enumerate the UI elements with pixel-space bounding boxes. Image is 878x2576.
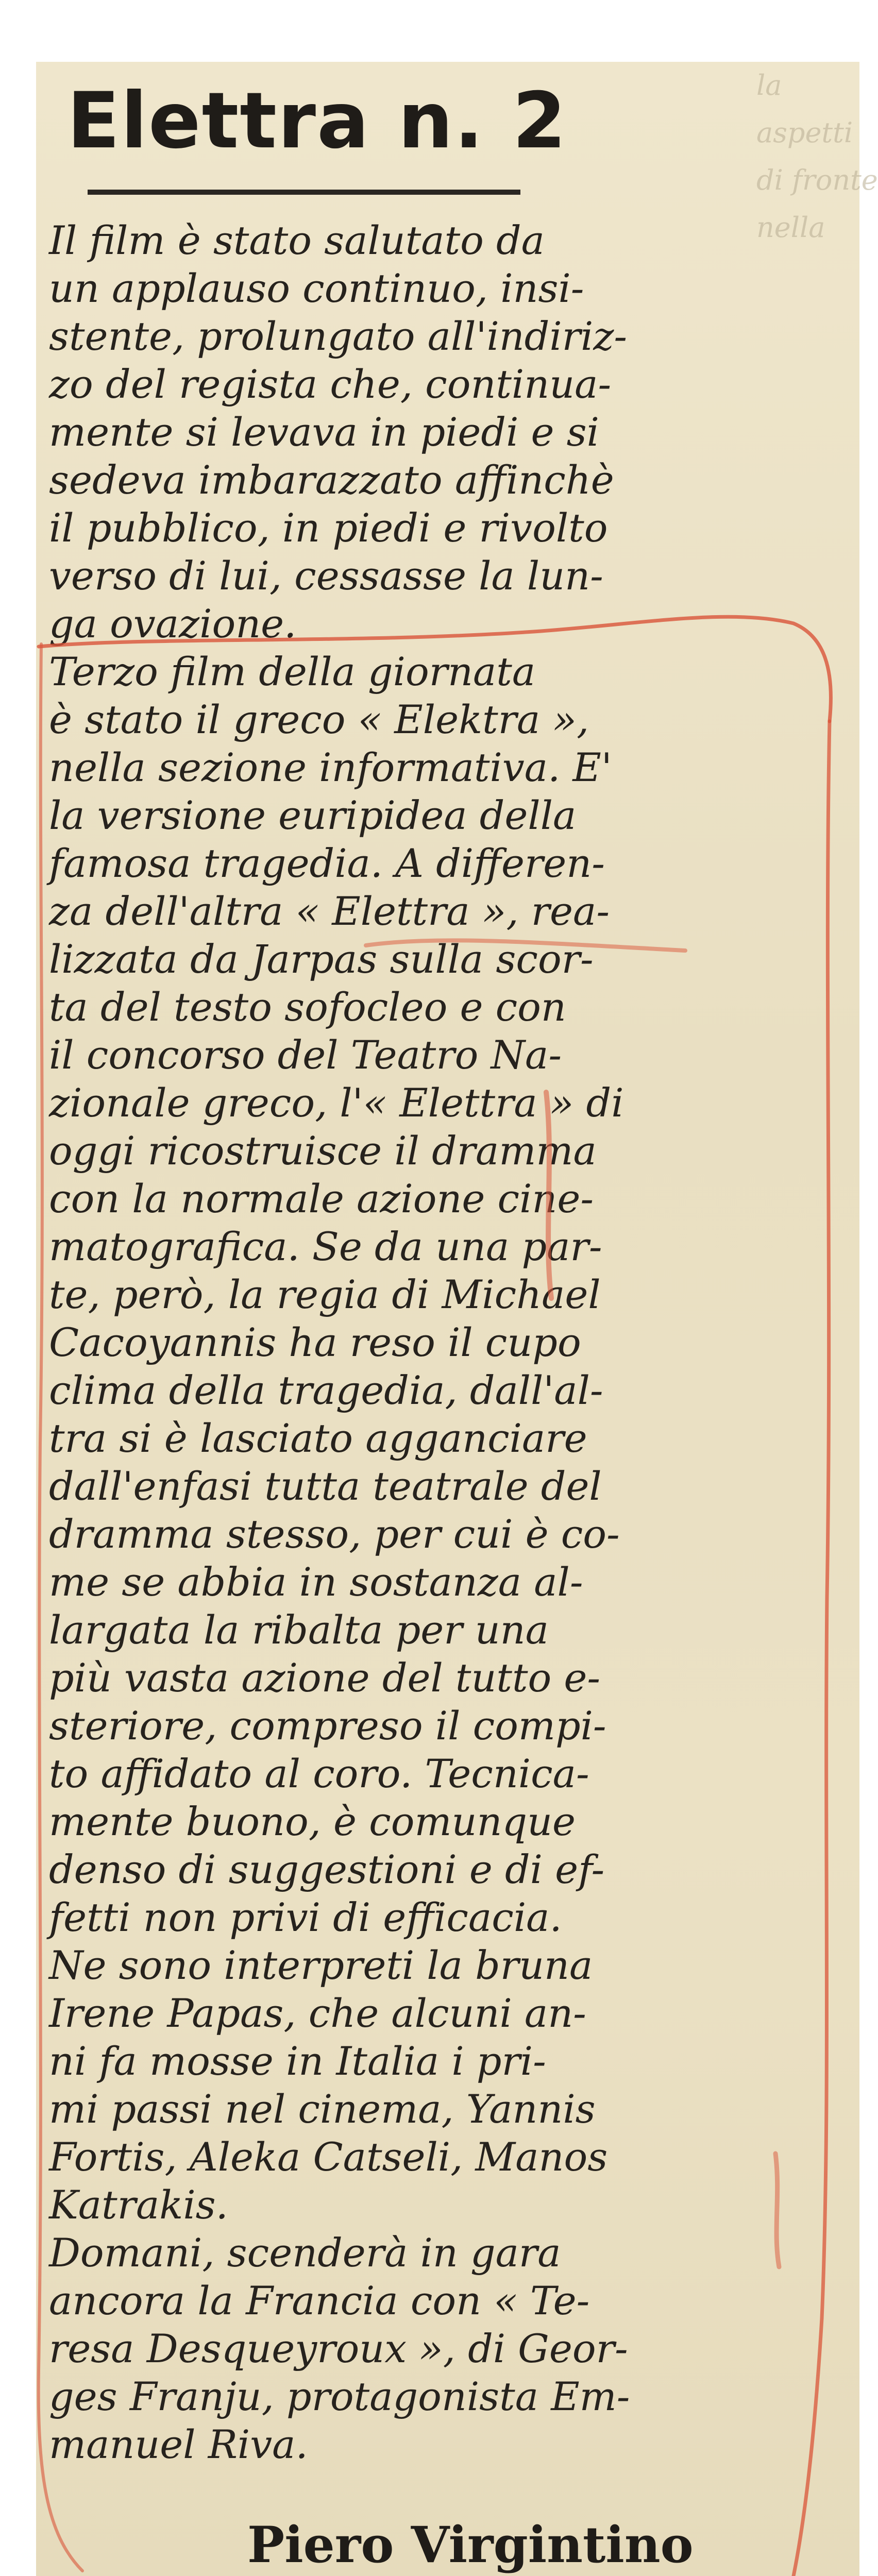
paragraph-domani: Domani, scenderà in gara ancora la Francia con « Te- resa Desqueyroux », di Geor- ges Franju, protagonista Em- manuel Riva. (49, 2230, 630, 2467)
bleed-line: la (756, 69, 782, 101)
byline: Piero Virgintino (247, 2516, 694, 2574)
bleed-line: aspetti (756, 116, 853, 149)
article-body (49, 216, 812, 2468)
bleed-line: di fronte (756, 164, 878, 196)
paragraph-intro: Il film è stato salutato da un applauso continuo, insi- stente, prolungato all'indiriz- zo del regista che, continua- mente si levava in piedi e si sedeva imbarazzato affinchè il pubblico, in piedi e rivolto verso di lui, cessasse la lun- ga ovazione. (49, 217, 628, 647)
bleed-line: nella (756, 211, 825, 244)
headline: Elettra n. 2 (67, 76, 567, 166)
headline-rule (88, 190, 520, 195)
paragraph-elektra: Terzo film della giornata è stato il greco « Elektra », nella sezione informativa. E' la versione euripidea della famosa tragedia. A differen- za dell'altra « Elettra », rea- lizzata da Jarpas sulla scor- ta del testo sofocleo e con il concorso del Teatro Na- zionale greco, l'« Elettra » di oggi ricostruisce il dramma con la normale azione cine- matografica. Se da una par- te, però, la regia di Michael Cacoyannis ha reso il cupo clima della tragedia, dall'al- tra si è lasciato agganciare dall'enfasi tutta teatrale del dramma stesso, per cui è co- me se abbia in sostanza al- largata la ribalta per una più vasta azione del tutto e- steriore, compreso il compi- to affidato al coro. Tecnica- mente buono, è comunque denso di suggestioni e di ef- fetti non privi di efficacia. Ne sono interpreti la bruna Irene Papas, che alcuni an- ni fa mosse in Italia i pri- mi passi nel cinema, Yannis Fortis, Aleka Catseli, Manos Katrakis. (49, 649, 624, 2228)
